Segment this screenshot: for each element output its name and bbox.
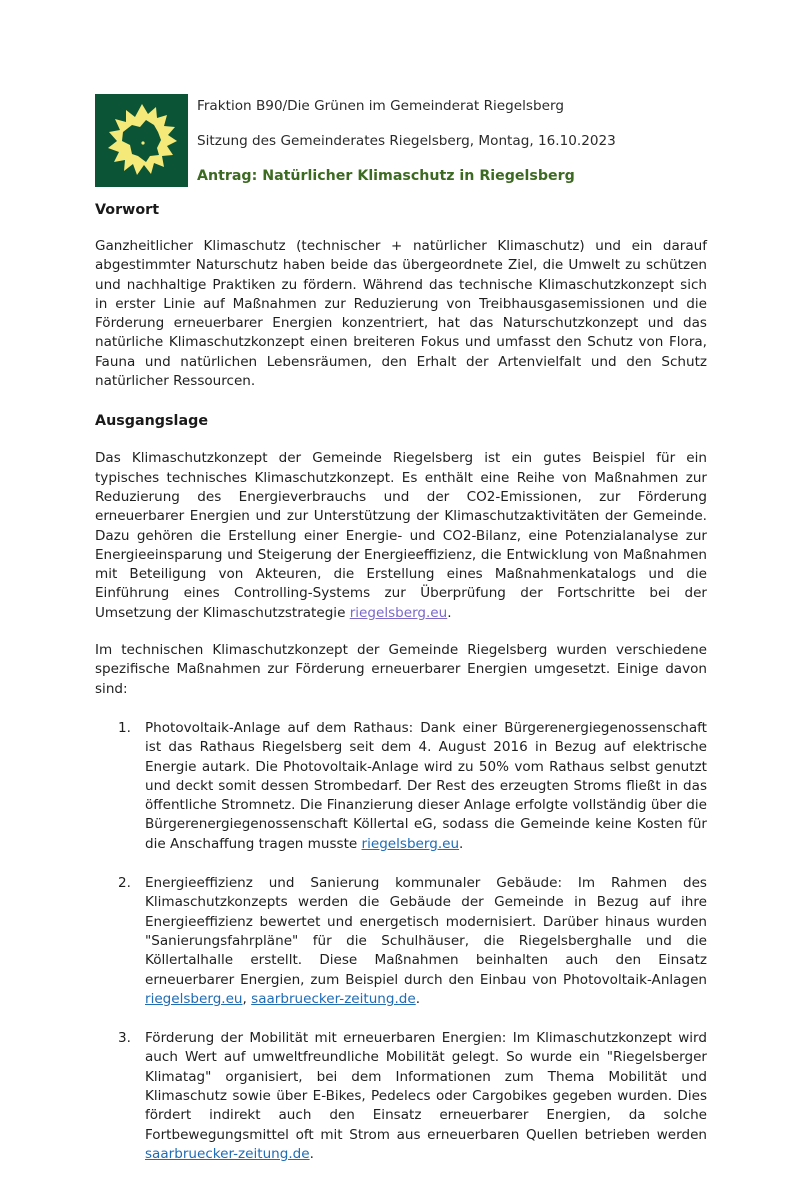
list-number: 3. — [118, 1030, 131, 1047]
section-measures — [95, 641, 707, 1164]
section-ausgangslage — [95, 411, 707, 623]
motion-title: Antrag: Natürlicher Klimaschutz in Riegelsberg — [197, 168, 575, 184]
period: . — [309, 1145, 314, 1162]
measures-intro: Im technischen Klimaschutzkonzept der Gemeinde Riegelsberg wurden verschiedene spezifische Maßnahmen zur Förderung erneuerbarer Energien umgesetzt. Einige davon sind: — [95, 642, 707, 697]
document-page — [95, 94, 707, 1184]
list-item — [118, 874, 707, 1009]
period: . — [447, 604, 452, 621]
section-vorwort — [95, 200, 707, 391]
link-riegelsberg[interactable]: riegelsberg.eu — [349, 604, 448, 621]
period: . — [415, 990, 421, 1007]
heading-ausgangslage: Ausgangslage — [95, 413, 209, 430]
document-header — [95, 94, 707, 190]
list-item-text: Förderung der Mobilität mit erneuerbaren Energien: Im Klimaschutzkonzept wird auch Wert auf umweltfreundliche Mobilität gelegt. So wurde ein "Riegelsberger Klimatag" organisiert, bei dem Informationen zum Thema Mobilität und Klimaschutz sowie über E-Bikes, Pedelecs oder Cargobikes gegeben wurden. Dies fördert indirekt auch den Einsatz erneuerbarer Energien, da solche Fortbewegungsmittel oft mit Strom aus erneuerbaren Quellen betrieben werden — [145, 1030, 707, 1143]
link-saarbruecker-zeitung[interactable]: saarbruecker-zeitung.de — [145, 1145, 310, 1162]
list-number: 1. — [118, 719, 131, 736]
ausgangslage-text: Das Klimaschutzkonzept der Gemeinde Riegelsberg ist ein gutes Beispiel für ein typisches technisches Klimaschutzkonzept. Es enthält eine Reihe von Maßnahmen zur Reduzierung des Energieverbrauchs und der CO2-Emissionen, zur Förderung erneuerbarer Energien und zur Unterstützung der Klimaschutzaktivitäten der Gemeinde. Dazu gehören die Erstellung einer Energie- und CO2-Bilanz, eine Potenzialanalyse zur Energieeinsparung und Steigerung der Energieeffizienz, die Entwicklung von Maßnahmen mit Beteiligung von Akteuren, die Erstellung eines Maßnahmenkatalogs und die Einführung eines Controlling-Systems zur Überprüfung der Fortschritte bei der Umsetzung der Klimaschutzstrategie — [95, 450, 707, 621]
link-riegelsberg[interactable]: riegelsberg.eu — [361, 835, 460, 852]
separator: , — [242, 990, 252, 1007]
ausgangslage-paragraph — [95, 449, 707, 623]
link-riegelsberg[interactable]: riegelsberg.eu — [145, 990, 243, 1007]
measures-list — [95, 719, 707, 1164]
link-saarbruecker-zeitung[interactable]: saarbruecker-zeitung.de — [251, 990, 416, 1007]
vorwort-paragraph: Ganzheitlicher Klimaschutz (technischer + natürlicher Klimaschutz) und ein darauf abgestimmter Naturschutz haben beide das übergeordnete Ziel, die Umwelt zu schützen und nachhaltige Praktiken zu fördern. Während das technische Klimaschutzkonzept sich in erster Linie auf Maßnahmen zur Reduzierung von Treibhausgasemissionen und die Förderung erneuerbarer Energien konzentriert, hat das Naturschutzkonzept und das natürliche Klimaschutzkonzept einen breiteren Fokus und umfasst den Schutz von Flora, Fauna und natürlichen Lebensräumen, den Erhalt der Artenvielfalt und den Schutz natürlicher Ressourcen. — [95, 238, 707, 390]
list-item-text: Photovoltaik-Anlage auf dem Rathaus: Dank einer Bürgerenergiegenossenschaft ist das Rathaus Riegelsberg seit dem 4. August 2016 in Bezug auf elektrische Energie autark. Die Photovoltaik-Anlage wird zu 50% vom Rathaus selbst genutzt und deckt somit dessen Strombedarf. Der Rest des erzeugten Stroms fließt in das öffentliche Stromnetz. Die Finanzierung dieser Anlage erfolgte vollständig über die Bürgerenergiegenossenschaft Köllertal eG, sodass die Gemeinde keine Kosten für die Anschaffung tragen musste — [145, 719, 707, 852]
sunflower-logo-icon — [95, 94, 188, 187]
meeting-info: Sitzung des Gemeinderates Riegelsberg, Montag, 16.10.2023 — [197, 133, 616, 149]
list-item-text: Energieeffizienz und Sanierung kommunaler Gebäude: Im Rahmen des Klimaschutzkonzepts werden die Gebäude der Gemeinde in Bezug auf ihre Energieeffizienz bewertet und energetisch modernisiert. Darüber hinaus wurden "Sanierungsfahrpläne" für die Schulhäuser, die Riegelsberghalle und die Köllertalhalle erstellt. Diese Maßnahmen beinhalten auch den Einsatz erneuerbarer Energien, zum Beispiel durch den Einbau von Photovoltaik-Anlagen — [145, 875, 707, 988]
list-item — [118, 1029, 707, 1164]
organization-name: Fraktion B90/Die Grünen im Gemeinderat Riegelsberg — [197, 98, 564, 114]
list-item — [118, 719, 707, 854]
list-number: 2. — [118, 875, 131, 892]
heading-vorwort: Vorwort — [95, 202, 160, 218]
period: . — [459, 835, 464, 852]
